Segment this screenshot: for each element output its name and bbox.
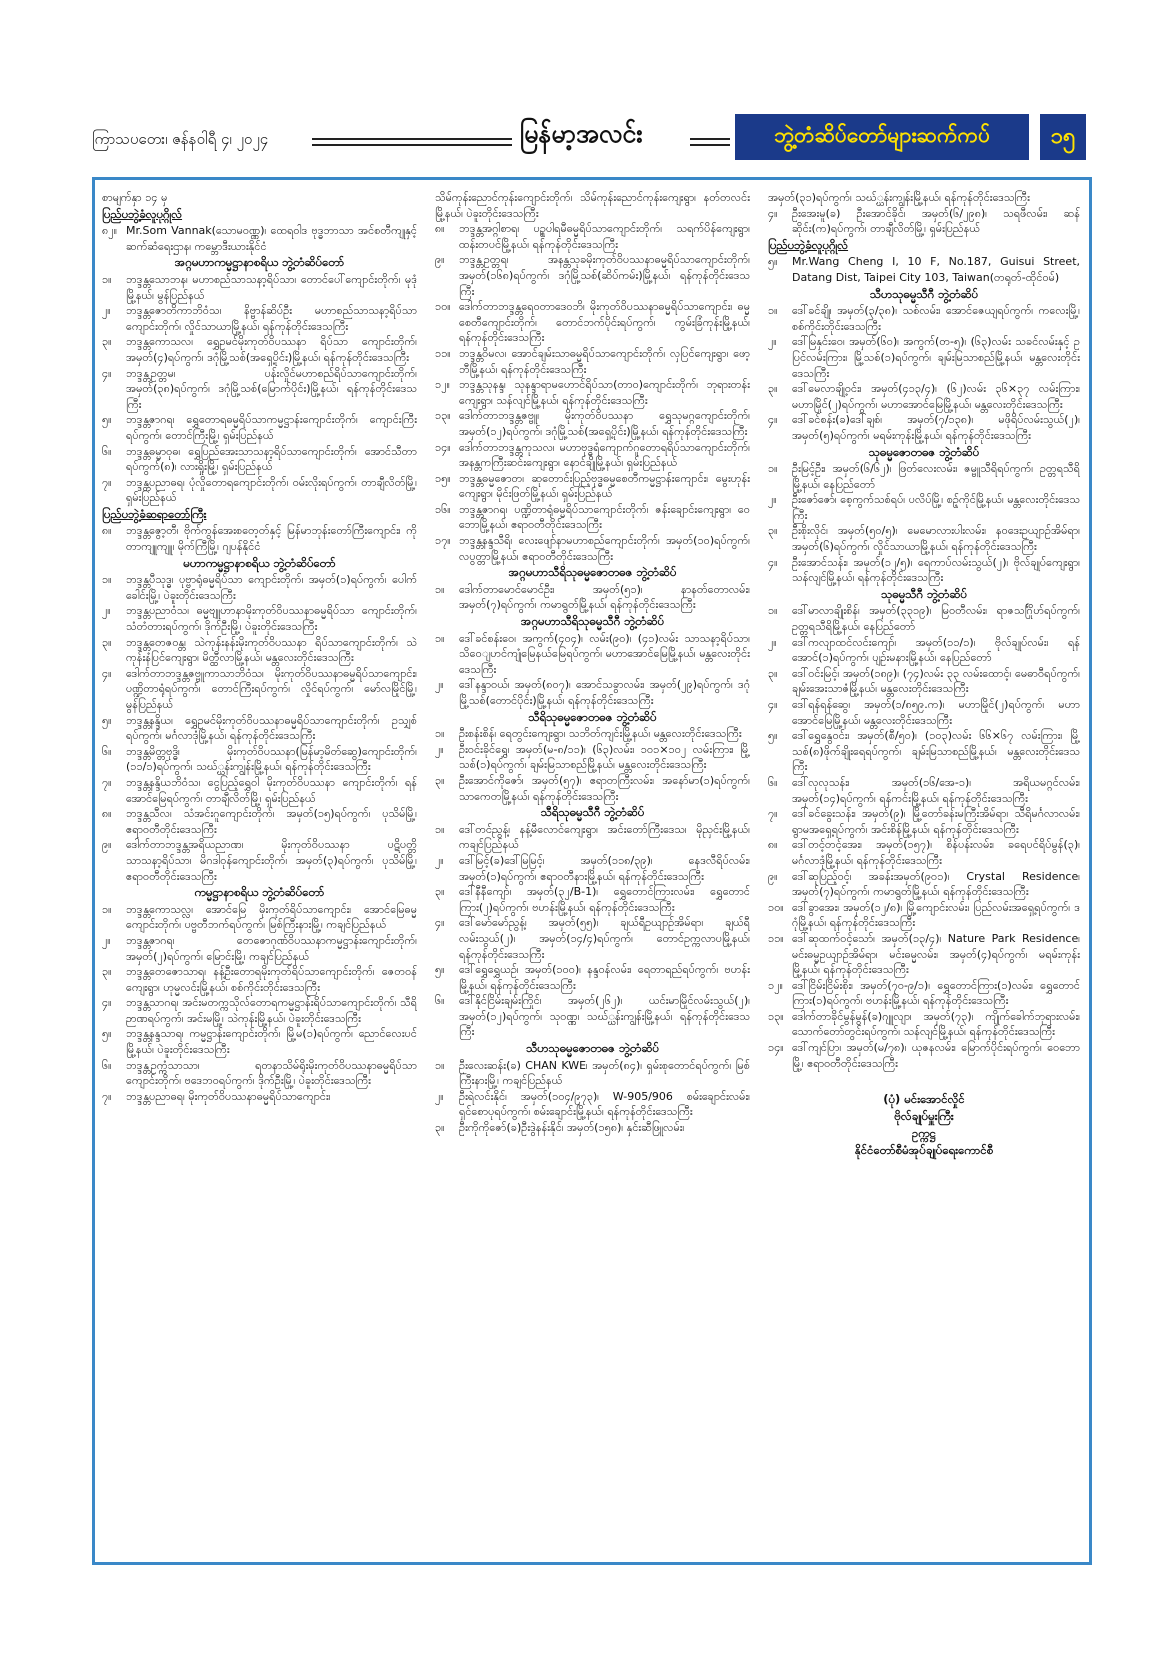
item-text: ဘဒ္ဒန္တဇောတိကာဘိဝံသ၊ နိဗ္ဗာန်ဆိပ်ဦး မဟာစည်သာသနာ့ရိပ်သာ ကျောင်းတိုက်၊ လှိုင်သာယာမြို့နယ်၊ ရန်ကုန်တိုင်းဒေသကြီး xyxy=(126,304,417,333)
list-item xyxy=(435,915,750,962)
item-text: ဘဒ္ဒန္တကောသလ္လ၊ အောင်မြေ မိုးကုတ်ရိပ်သာကျောင်း၊ အောင်မြေဓမ္မကျောင်းတိုက်၊ ပဗ္ဗတီဘက်ရပ်ကွက်၊ မြစ်ကြီးနားမြို့၊ ကချင်ပြည်နယ် xyxy=(126,902,417,932)
item-text: ဘဒ္ဒန္တပညာဓရ၊ ပုံလှိုတောရကျောင်းတိုက်၊ ဝမ်းလိုးရပ်ကွက်၊ တာချီလိတ်မြို့၊ ရှမ်းပြည်နယ် xyxy=(126,475,417,505)
item-text: ဦးစန်းစိန်၊ ရေတွင်းကျေးရွာ၊ သဘိတ်ကျင်းမြို့နယ်၊ မန္တလေးတိုင်းဒေသကြီး xyxy=(459,727,742,741)
item-number: ၅။ xyxy=(102,413,112,427)
list-item xyxy=(435,471,750,502)
group-heading: ပြည်ပဘွဲ့ခံဆရာတော်ကြီး xyxy=(102,506,207,521)
list-item xyxy=(768,775,1080,806)
signature-mark: (ပုံ) မင်းအောင်လှိုင် xyxy=(883,1092,965,1107)
item-text: ဒေါ်နိုင်ငြိမ်းချမ်းကြိုင်၊ အမှတ်(၂၆၂)၊ ယင်းမာမြိုင်လမ်းသွယ်(၂)၊ အမှတ်(၁၂)ရပ်ကွက်၊ သုဝဏ္ဏ၊ သဃ်္ဃန်းကျွန်းမြို့နယ်၊ ရန်ကုန်တိုင်းဒေသကြီး xyxy=(459,994,750,1039)
item-text: ဦးစိုးလိုင်၊ အမှတ်(၅၀/၅)၊ မေမောလားပါးလမ်း၊ နဝဒေးဥယျာဉ်အိမ်ရာ၊ အမှတ်(၆)ရပ်ကွက်၊ လှိုင်သာယာမြို့နယ်၊ ရန်ကုန်တိုင်းဒေသကြီး xyxy=(792,524,1080,554)
item-number: ၈၂။ xyxy=(102,224,118,238)
item-number: ၉။ xyxy=(768,869,778,883)
item-number: ၃။ xyxy=(102,965,112,979)
item-number: ၃။ xyxy=(435,885,445,899)
item-number: ၁၃။ xyxy=(435,409,451,423)
item-number: ၁၀။ xyxy=(768,900,784,914)
list-item xyxy=(102,334,417,365)
column-1 xyxy=(102,190,417,1104)
item-text: ဘဒ္ဒန္တနန္ဒသာရ၊ ကမ္မဋ္ဌာန်းကျောင်းတိုက်၊ မြို့မ(၁)ရပ်ကွက်၊ ညောင်လေးပင်မြို့နယ်၊ ပဲခူးတိုင်းဒေသကြီး xyxy=(126,1027,417,1057)
item-text: ဒေါ်ခင်စန်း(ခ)ဒေါ်ချစ်၊ အမှတ်(၇/၁၃၈)၊ မဖိုရိပ်လမ်းသွယ်(၂)၊ အမှတ်(၅)ရပ်ကွက်၊ မရမ်းကုန်းမြို့နယ်၊ ရန်ကုန်တိုင်းဒေသကြီး xyxy=(792,413,1080,442)
item-text: ဒေါ်မြင့်(ခ)ဒေါ်မြမြင့်၊ အမှတ်(၁၁၈/၃၉)၊ နေဒလီရိပ်လမ်း၊ အမှတ်(၁)ရပ်ကွက်၊ ဧရာဝတီနားမြို့နယ်၊ ရန်ကုန်တိုင်းဒေသကြီး xyxy=(459,853,750,883)
list-item xyxy=(768,381,1080,412)
item-number: ၄။ xyxy=(102,366,112,380)
list-item xyxy=(102,444,417,475)
list-item xyxy=(435,773,750,804)
item-number: ၆။ xyxy=(102,1058,112,1072)
item-text: ဒေါက်တာဘဒ္ဒန္တအရိယညာဏ၊ မိုးကုတ်ဝိပဿနာ ပဋိပတ္တိ သာသနာ့ရိပ်သာ၊ မိဂဒါဝုန်ကျောင်းတိုက်၊ အမှတ်(၃)ရပ်ကွက်၊ ပုသိမ်မြို့၊ ဧရာဝတီတိုင်းဒေသကြီး xyxy=(126,838,417,883)
item-text: ဘဒ္ဒန္တအဂ္ဂါစာရ၊ ပဉ္စပါရမီဓမ္မရိပ်သာကျောင်းတိုက်၊ သရက်ပိန်ကျေးရွာ၊ ထန်းတပင်မြို့နယ်၊ ရန်ကုန်တိုင်းဒေသကြီး xyxy=(459,222,750,251)
item-number: ၁။ xyxy=(102,573,112,587)
item-number: ၁၁။ xyxy=(435,346,451,360)
list-item xyxy=(768,666,1080,697)
header-rule xyxy=(690,144,730,146)
item-text: ဒေါက်တာမောင်မောင်ဦး၊ အမှတ်(၅၁)၊ နာနတ်တောလမ်း၊ အမှတ်(၇)ရပ်ကွက်၊ ကမာရွတ်မြို့နယ်၊ ရန်ကုန်တိုင်းဒေသကြီး xyxy=(459,582,750,612)
item-text: ဒေါ်ငြိမ်းငြိမ်းစိုး၊ အမှတ်(၇၀-၉/၁)၊ ရွှေတောင်ကြား(၁)လမ်း၊ ရွှေတောင်ကြား(၁)ရပ်ကွက်၊ ဗဟန်းမြို့နယ်၊ ရန်ကုန်တိုင်းဒေသကြီး xyxy=(792,978,1080,1008)
item-number: ၅။ xyxy=(768,255,778,269)
item-number: ၄။ xyxy=(435,916,445,930)
list-item xyxy=(435,962,750,993)
list-item xyxy=(768,978,1080,1009)
section-heading: အဂ္ဂမဟာသီရိသုဓမ္မဇောတဓဇ ဘွဲ့တံဆိပ် xyxy=(508,565,677,580)
list-item xyxy=(768,1040,1080,1071)
item-text: ဒေါ်ခင်စန်းဝေ၊ အကွက်(၄၀၄)၊ လမ်း(၉၀)၊ (၄၁)လမ်း သာသနာ့ရိပ်သာ၊ သိဝေျဟင်ကျုံမြေနယ်မြေရပ်ကွက်၊ မဟာအောင်မြေမြို့နယ်၊ မန္တလေးတိုင်းဒေသကြီး xyxy=(459,631,750,676)
item-text: ဦးမြင့်ဦး၊ အမှတ်(၆/၆၂)၊ ဖြတ်လေးလမ်း၊ ဇမ္ဗူသီရိရပ်ကွက်၊ ဥတ္တရသီရိမြို့နယ်၊ နေပြည်တော် xyxy=(792,462,1080,491)
item-number: ၅။ xyxy=(435,963,445,977)
list-item xyxy=(102,366,417,413)
item-text: ဒေါ်လုလုသန်း၊ အမှတ်(၁၆/အေ-၁)၊ အရိယမဂ္ဂင်လမ်း၊ အမှတ်(၁၄)ရပ်ကွက်၊ ရန်ကင်းမြို့နယ်၊ ရန်ကုန်တိုင်းဒေသကြီး xyxy=(792,775,1080,805)
item-text: ဘဒ္ဒန္တသောဘန၊ မဟာစည်သာသနာ့ရိပ်သာ၊ တောင်ပေါ်ကျောင်းတိုက်၊ မုဒုံမြို့နယ်၊ မွန်ပြည်နယ် xyxy=(126,272,417,302)
item-number: ၉။ xyxy=(435,253,445,267)
item-text: ဒေါ်ခင်ချို၊ အမှတ်(၃/၃၈)၊ သစ်လမ်း၊ အောင်ဇေယျရပ်ကွက်၊ ကလေးမြို့၊ စစ်ကိုင်းတိုင်းဒေသကြီး xyxy=(792,304,1080,333)
list-item xyxy=(435,677,750,708)
list-item xyxy=(768,603,1080,634)
item-number: ၂။ xyxy=(102,304,111,318)
item-number: ၃။ xyxy=(435,773,445,787)
list-item xyxy=(102,303,417,334)
group-heading: ပြည်ပဘွဲ့ခံလူပုဂ္ဂိုလ် xyxy=(102,206,183,221)
item-text: ဒေါက်တာဘဒ္ဒန္တရေဝတာဒေဝဘိ၊ မိုးကုတ်ဝိပဿနာဓမ္မရိပ်သာကျောင်း၊ ဓမ္မစေတီကျောင်းတိုက်၊ တောင်ဘက်ပိုင်းရပ်ကွက်၊ ကွမ်းခြံကုန်းမြို့နယ်၊ ရန်ကုန်တိုင်းဒေသကြီး xyxy=(459,300,750,345)
item-number: ၂။ xyxy=(102,933,111,947)
list-item xyxy=(102,713,417,744)
list-item xyxy=(768,492,1080,523)
item-text: ဘဒ္ဒန္တဝိမလ၊ အောင်ချမ်းသာဓမ္မရိပ်သာကျောင်းတိုက်၊ လှပြင်ကျေးရွာ၊ ဖော့ဘီမြို့နယ်၊ ရန်ကုန်တိုင်းဒေသကြီး xyxy=(459,346,750,376)
item-text: ဘဒ္ဒန္တသီလ၊ သံအင်းဂူကျောင်းတိုက်၊ အမှတ်(၁၅)ရပ်ကွက်၊ ပုသိမ်မြို့၊ ဧရာဝတီတိုင်းဒေသကြီး xyxy=(126,807,417,836)
item-text: ဘဒ္ဒန္တပညာဓရ၊ မိုးကုတ်ဝိပဿနာဓမ္မရိပ်သာကျောင်း၊ xyxy=(126,1089,331,1103)
item-text: ဒေါ်နန္ဒာဝယ်၊ အမှတ်(၈၀၇)၊ အောင်သခွာလမ်း၊ အမှတ်(၂၉)ရပ်ကွက်၊ ဒဂုံမြို့သစ်(တောင်ပိုင်း)မြို့နယ်၊ ရန်ကုန်တိုင်းဒေသကြီး xyxy=(459,678,750,707)
item-text: ဦးဝင်းခိုင်ရွှေ၊ အမှတ်(မ-၈/၁၁)၊ (၆၃)လမ်း၊ ၁၀၁×၁၀၂ လမ်းကြား၊ မြို့သစ်(၁)ရပ်ကွက်၊ ချမ်းမြသာစည်မြို့နယ်၊ မန္တလေးတိုင်းဒေသကြီး xyxy=(459,742,750,772)
item-text: ဘဒ္ဒန္တနန္ဒသီရိ၊ လေးဖျော်နာမဟာစည်ကျောင်းတိုက်၊ အမှတ်(၁၀)ရပ်ကွက်၊ လပွတ္တာမြို့နယ်၊ ဧရာဝတီတိုင်းဒေသကြီး xyxy=(459,534,750,563)
item-number: ၁၁။ xyxy=(768,931,784,945)
item-number: ၁၇။ xyxy=(435,534,451,548)
list-item xyxy=(102,933,417,964)
item-text: ဘဒ္ဒန္တနန္ဒိယ၊ ရွှေဥမင်မိုးကုတ်ဝိပဿနာဓမ္မရိပ်သာကျောင်းတိုက်၊ ဥသျှစ်ရပ်ကွက်၊ မင်္ဂလာဒုံမြို့နယ်၊ ရန်ကုန်တိုင်းဒေသကြီး xyxy=(126,713,417,743)
item-number: ၁၆။ xyxy=(435,502,451,516)
list-item xyxy=(102,744,417,775)
list-item xyxy=(435,822,750,853)
section-banner: ဘွဲ့တံဆိပ်တော်များဆက်ကပ် xyxy=(735,114,1029,160)
item-text: ဘဒ္ဒန္တဥတ္တရ၊ အနန္တသုခမိုးကုတ်ဝိပဿနာဓမ္မရိပ်သာကျောင်းတိုက်၊ အမှတ်(၁၆၈)ရပ်ကွက်၊ ဒဂုံမြို့သစ်(ဆိပ်ကမ်း)မြို့နယ်၊ ရန်ကုန်တိုင်းဒေသကြီး xyxy=(459,253,750,298)
list-item xyxy=(102,837,417,884)
list-item xyxy=(435,440,750,471)
item-number: ၁၃။ xyxy=(768,1009,784,1023)
list-item xyxy=(768,635,1080,666)
item-text: ဒေါ်ခွာအေး၊ အမှတ်(၁၂/၈)၊ မြို့ကျောင်းလမ်း၊ ပြည်လမ်းအရှေ့ရပ်ကွက်၊ ဒဂုံမြို့နယ်၊ ရန်ကုန်တိုင်းဒေသကြီး xyxy=(792,900,1080,930)
item-text: ဒေါက်တာဘဒ္ဒန္တဇဗ္ဗူကာသာဘိဝံသ၊ မိုးကုတ်ဝိပဿနာဓမ္မရိပ်သာကျောင်း၊ ပဏ္ဍိတာရုံရပ်ကွက်၊ တောင်ကြီးရပ်ကွက်၊ လှိုင်ရပ်ကွက်၊ မော်လမြိုင်မြို့၊ မွန်ပြည်နယ် xyxy=(126,666,417,711)
item-number: ၁။ xyxy=(435,582,445,596)
item-text: ဦးလေးဆန်း(ခ) CHAN KWE၊ အမှတ်(၈၄)၊ ရှမ်းစုတောင်ရပ်ကွက်၊ မြစ်ကြီးနားမြို့၊ ကချင်ပြည်နယ် xyxy=(459,1058,750,1088)
list-item xyxy=(768,254,1080,285)
item-number: ၁။ xyxy=(768,304,778,318)
item-text: ဒေါ်ရွှေရွှေယဉ်၊ အမှတ်(၁၀၀)၊ နန္ဒဝန်လမ်း၊ ရေတာရည်ရပ်ကွက်၊ ဗဟန်းမြို့နယ်၊ ရန်ကုန်တိုင်းဒေသကြီး xyxy=(459,963,750,992)
list-item xyxy=(102,806,417,837)
item-number: ၆။ xyxy=(102,444,112,458)
item-text: ဘဒ္ဒန္တဇာဂရ၊ တေဇောဂုဏ်ဝိပဿနာကမ္မဋ္ဌာန်းကျောင်းတိုက်၊ အမှတ်(၂)ရပ်ကွက်၊ မြောင်းမြို့၊ ကချင်ပြည်နယ် xyxy=(126,933,417,963)
list-item xyxy=(102,572,417,603)
item-number: ၄။ xyxy=(768,555,778,569)
item-text: ဘဒ္ဒန္တသုနန္ဒ၊ သုနန္ဒာရာမဟောင်ရိပ်သာ(တာဝ)ကျောင်းတိုက်၊ ဘုရားတန်းကျေးရွာ၊ သန်လျင်မြို့နယ်၊ ရန်ကုန်တိုင်းဒေသကြီး xyxy=(459,378,750,407)
item-text: ဦးဇော်ဇော်၊ စေ့ကွက်သစ်ရပ်၊ ပလိပ်မြို့၊ စဉ့်ကိုင်မြို့နယ်၊ မန္တလေးတိုင်းဒေသကြီး xyxy=(792,493,1080,522)
item-text: ဘဒ္ဒန္တတေဇောသာရ၊ နန့်ဦးတောရမိုးကုတ်ရိပ်သာကျောင်းတိုက်၊ ဇေတဝန်ကျေးရွာ၊ ဟုမ္မလင်းမြို့နယ်၊ စစ်ကိုင်းတိုင်းဒေသကြီး xyxy=(126,965,417,994)
item-text: ဘဒ္ဒန္တဇွော့တီ၊ ဗိုက်ကွန်အေးစတေ့တ်နှင့် မြန်မာဘုန်းတော်ကြီးကျောင်း၊ ကိုတာကျူကျူ၊ မိုက်ကြီမြို့၊ ဂျပန်နိုင်ငံ xyxy=(126,524,417,554)
item-text: ဒေါ်ဝင်းမြင့်၊ အမှတ်(၁၈၉)၊ (၇၄)လမ်း ၃၃ လမ်းထောင့်၊ မေဓာဝီရပ်ကွက်၊ ချမ်းအေးသာဇံမြို့နယ်၊ မန္တလေးတိုင်းဒေသကြီး xyxy=(792,666,1080,696)
list-item xyxy=(768,461,1080,492)
item-text: ဘဒ္ဒန္တဥက္ကံသာသာ၊ ရတနာသိမ်ရိုးမိုးကုတ်ဝိပဿနာဓမ္မရိပ်သာကျောင်းတိုက်၊ ဗဒေဘဝရပ်ကွက်၊ ဒိုက်ဦးမြို့၊ ပဲခူးတိုင်းဒေသကြီး xyxy=(126,1058,417,1088)
signature-title: ဥက္ကဋ္ဌ xyxy=(912,1126,936,1141)
issue-date: ကြာသပတေး၊ ဇန်နဝါရီ ၄၊ ၂၀၂၄ xyxy=(92,130,269,148)
list-item xyxy=(768,206,1080,237)
section-heading: သုဓမ္မဇောတဓဇ ဘွဲ့တံဆိပ် xyxy=(868,444,980,459)
item-number: ၂။ xyxy=(102,604,111,618)
item-text: ဒေါ်ရွှေနွေဝင်း၊ အမှတ်(စီ/၅၀)၊ (၁၀၃)လမ်း ၆၆×၆၇ လမ်းကြား၊ မြို့သစ်(၈)ဖိုက်ချိုးရေရပ်ကွက်၊ ချမ်းမြသာစည်မြို့နယ်၊ မန္တလေးတိုင်းဒေသကြီး xyxy=(792,729,1080,774)
item-number: ၈။ xyxy=(102,807,112,821)
item-number: ၆။ xyxy=(102,744,112,758)
item-number: ၁၂။ xyxy=(435,378,450,392)
item-number: ၁၄။ xyxy=(435,440,451,454)
list-item xyxy=(768,931,1080,978)
item-text: ဘဒ္ဒန္တတေဇဝန္တ၊ သဲကုန်းနန်းမိုးကုတ်ဝိပဿနာ ရိပ်သာကျောင်းတိုက်၊ သဲကုန်းနံပြင်ကျေးရွာ၊ မိတ္ထီလာမြို့နယ်၊ မန္တလေးတိုင်းဒေသကြီး xyxy=(126,635,417,665)
item-text: ဘဒ္ဒန္တဥတ္တမ၊ ပန်းလှိုင်မဟာစည်ရိပ်သာကျောင်းတိုက်၊ အမှတ်(၃၈)ရပ်ကွက်၊ ဒဂုံမြို့သစ်(မြောက်ပိုင်း)မြို့နယ်၊ ရန်ကုန်တိုင်းဒေသကြီး xyxy=(126,366,417,411)
item-number: ၂။ xyxy=(768,335,777,349)
list-item xyxy=(435,884,750,915)
item-text: ဒေါ်ကျင်ပြာ၊ အမှတ်(မ/၇၈)၊ ယုဇနလမ်း၊ မြောက်ပိုင်းရပ်ကွက်၊ ဝေဘောမြို့၊ ဧရာဝတီတိုင်းဒေသကြီး xyxy=(792,1041,1080,1070)
item-number: ၇။ xyxy=(102,775,112,789)
item-text: ဘဒ္ဒန္တမိတ္တဗုဒ္ဓိ၊ မိုးကုတ်ဝိပဿနာ(မြန်မာ့မိတ်ဆွေ)ကျောင်းတိုက်၊ (၁၁/၁)ရပ်ကွက်၊ သဃ်္ဃန်းကျွန်းမြို့နယ်၊ ရန်ကုန်တိုင်းဒေသကြီး xyxy=(126,744,417,774)
list-item xyxy=(768,523,1080,554)
item-number: ၄။ xyxy=(768,413,778,427)
header-rule xyxy=(690,138,730,140)
item-text: ဒေါ်ဆုပြည့်ဝင့်၊ အခန်းအမှတ်(၉၀၁)၊ Crystal Residence၊ အမှတ်(၇)ရပ်ကွက်၊ ကမာရွတ်မြို့နယ်၊ ရန်ကုန်တိုင်းဒေသကြီး xyxy=(792,869,1080,899)
list-item xyxy=(768,728,1080,775)
item-text: ဘဒ္ဒန္တဇာဂရ၊ ရွှေတောရဓမ္မရိပ်သာကမ္မဋ္ဌာန်းကျောင်းတိုက်၊ ကျောင်းကြီးရပ်ကွက်၊ တောင်ကြီးမြို့၊ ရှမ်းပြည်နယ် xyxy=(126,413,417,442)
list-item xyxy=(435,346,750,377)
item-text: ဒေါက်တာဘဒ္ဒန္တကုသလ၊ မဟာဗုဒ္ဓရံကျောက်ဂူတောရရိပ်သာကျောင်းတိုက်၊ အနန္တကကြီးဆင်းကျေးရွာ၊ နောင်ချိုမြို့နယ်၊ ရှမ်းပြည်နယ် xyxy=(459,440,750,470)
item-number: ၄။ xyxy=(102,666,112,680)
list-item xyxy=(435,853,750,884)
page-header xyxy=(90,110,1090,170)
list-item xyxy=(102,523,417,554)
item-number: ၁။ xyxy=(435,727,445,741)
list-item xyxy=(102,475,417,506)
section-heading: သီရိသုဓမ္မသီဂီ ဘွဲ့တံဆိပ် xyxy=(540,805,645,820)
list-item xyxy=(435,742,750,773)
list-item xyxy=(435,1058,750,1089)
list-item xyxy=(435,221,750,252)
list-item xyxy=(435,299,750,346)
item-number: ၁။ xyxy=(435,631,445,645)
item-number: ၄။ xyxy=(768,206,778,220)
list-item xyxy=(768,900,1080,931)
item-number: ၉။ xyxy=(102,838,112,852)
item-number: ၂။ xyxy=(435,1089,444,1103)
item-number: ၃။ xyxy=(768,666,778,680)
item-number: ၈။ xyxy=(435,222,445,236)
list-item xyxy=(102,412,417,443)
item-number: ၂။ xyxy=(768,635,777,649)
item-number: ၈။ xyxy=(768,838,778,852)
newspaper-title: မြန်မာ့အလင်း xyxy=(520,119,643,148)
list-item xyxy=(435,1120,750,1136)
item-text: Mr.Wang Cheng I, 10 F, No.187, Guisui Street, Datang Dist, Taipei City 103, Taiwan(တရုတ်-ထိုင်ဝမ်) xyxy=(792,255,1080,284)
item-number: ၆။ xyxy=(435,994,445,1008)
item-number: ၁။ xyxy=(435,822,445,836)
list-item xyxy=(435,1089,750,1120)
item-text: ဒေါ်ဆုထက်ဝင့်သော်၊ အမှတ်(၁၃/၄)၊ Nature Park Residence၊ မင်းဓမ္မဥယျာဉ်အိမ်ရာ၊ မင်းဓမ္မလမ်း၊ အမှတ်(၄)ရပ်ကွက်၊ မရမ်းကုန်းမြို့နယ်၊ ရန်ကုန်တိုင်းဒေသကြီး xyxy=(792,931,1080,977)
list-item xyxy=(102,1089,417,1105)
list-item xyxy=(768,555,1080,586)
item-number: ၁၅။ xyxy=(435,471,451,485)
item-number: ၂။ xyxy=(435,678,444,692)
list-item xyxy=(768,837,1080,868)
section-heading: အဂ္ဂမဟာသီရိသုဓမ္မသီဂီ ဘွဲ့တံဆိပ် xyxy=(520,614,665,629)
list-item xyxy=(435,993,750,1040)
item-text: ဦးအေးမူ(ခ) ဦးအောင်ခိုင်၊ အမှတ်(၆/၂၉၈)၊ သရဖီလမ်း၊ ဆန်ဆိုင်း(က)ရပ်ကွက်၊ တာချီလိတ်မြို့၊ ရှမ်းပြည်နယ် xyxy=(792,206,1080,236)
section-heading: သီရိသုဓမ္မဇောတဓဇ ဘွဲ့တံဆိပ် xyxy=(528,709,657,724)
item-number: ၃။ xyxy=(435,1121,445,1135)
list-item xyxy=(102,964,417,995)
column-3-items xyxy=(768,190,1080,1071)
page-number: ၁၅ xyxy=(1040,114,1086,160)
list-item xyxy=(102,1058,417,1089)
list-item xyxy=(435,631,750,678)
list-item xyxy=(768,869,1080,900)
list-item xyxy=(435,408,750,439)
item-number: ၅။ xyxy=(102,713,112,727)
item-text: ဒေါ်နီနီကျော်၊ အမှတ်(၃၂/B-1)၊ ရွှေတောင်ကြားလမ်း၊ ရွှေတောင်ကြား(၂)ရပ်ကွက်၊ ဗဟန်းမြို့နယ်၊ ရန်ကုန်တိုင်းဒေသကြီး xyxy=(459,885,750,914)
text-line: အမှတ်(၃၁)ရပ်ကွက်၊ သဃ်္ဃန်းကျွန်းမြို့နယ်၊ ရန်ကုန်တိုင်းဒေသကြီး xyxy=(768,191,1030,204)
list-item xyxy=(102,635,417,666)
item-text: ဒေါ်ကလျာထင်လင်းကျော်၊ အမှတ်(၁၁/၁)၊ ဗိုလ်ချုပ်လမ်း၊ ရန်အောင်(၁)ရပ်ကွက်၊ ပျဉ်းမနားမြို့နယ်၊ နေပြည်တော် xyxy=(792,635,1080,665)
item-number: ၇။ xyxy=(768,807,778,821)
list-item xyxy=(768,1009,1080,1040)
item-number: ၇။ xyxy=(102,1089,112,1103)
list-item xyxy=(102,902,417,933)
item-text: ဦးကိုကိုဇော်(ခ)ဦးဒွဲနန်းနိုင်၊ အမှတ်(၁၅၈)၊ နှင်းဆီဖြူလမ်း၊ xyxy=(459,1121,685,1135)
item-number: ၂။ xyxy=(435,853,444,867)
item-number: ၁။ xyxy=(102,902,112,916)
item-number: ၂။ xyxy=(435,742,444,756)
item-number: ၆။ xyxy=(768,775,778,789)
text-line: သိမ်ကုန်းညောင်ကုန်းကျောင်းတိုက်၊ သိမ်ကုန်းညောင်ကုန်းကျေးရွာ၊ နတ်တလင်းမြို့နယ်၊ ပဲခူးတိုင်းဒေသကြီး xyxy=(435,191,750,220)
item-number: ၄။ xyxy=(102,996,112,1010)
item-text: ဒေါက်တာခိုင်မွန်မွန်(ခ)ဂျူလျာ၊ အမှတ်(၇၃)၊ ကျိုက်ခေါက်ဘုရားလမ်း၊ သောက်တော်တွင်းရပ်ကွက်၊ သန်လျင်မြို့နယ်၊ ရန်ကုန်တိုင်းဒေသကြီး xyxy=(792,1009,1080,1039)
item-text: ဘဒ္ဒန္တပညာဝံသ၊ ဓမ္မဗျူဟာနာမိုးကုတ်ဝိပဿနာဓမ္မရိပ်သာ ကျောင်းတိုက်၊ သံတံတားရပ်ကွက်၊ ဒိုက်ဦးမြို့၊ ပဲခူးတိုင်းဒေသကြီး xyxy=(126,604,417,634)
item-number: ၈။ xyxy=(102,524,112,538)
header-rule xyxy=(312,138,512,140)
item-number: ၅။ xyxy=(102,1027,112,1041)
item-text: ဘဒ္ဒန္တကောသလ၊ ရွှေဥမင်မိုးကုတ်ဝိပဿနာ ရိပ်သာ ကျောင်းတိုက်၊ အမှတ်(၄)ရပ်ကွက်၊ ဒဂုံမြို့သစ်(အရှေ့ပိုင်း)မြို့နယ်၊ ရန်ကုန်တိုင်းဒေသကြီး xyxy=(126,335,417,364)
item-text: Mr.Som Vannak(သောမဝဏ္ဏ)၊ ထေရဝါဒ ဗုဒ္ဓဘာသာ အင်စတီကျုနှင့် ဆက်ဆံရေးဌာန၊ ကမ္ဘောဒီးယားနိုင်ငံ xyxy=(126,224,417,253)
list-item xyxy=(768,697,1080,728)
section-heading: သီဟသုဓမ္မသီဂီ ဘွဲ့တံဆိပ် xyxy=(869,286,979,301)
item-text: ဘဒ္ဒန္တဓမ္မဇောတ၊ ဆုတောင်းပြည့်ဗုဒ္ဓဓမ္မစေတီကမ္မဋ္ဌာန်းကျောင်း၊ မွေးဟုန်းကျေးရွာ၊ မိုင်းဖြတ်မြို့နယ်၊ ရှမ်းပြည်နယ် xyxy=(459,471,750,501)
section-heading: သီဟသုဓမ္မဇောတဓဇ ဘွဲ့တံဆိပ် xyxy=(526,1041,659,1056)
item-text: ဒေါ်တင့်တင့်အေး၊ အမှတ်(၁၅၇)၊ စိန်ပန်းလမ်း၊ ခရေပင်ရိပ်မွန်(၃)၊ မင်္ဂလာဒုံမြို့နယ်၊ ရန်ကုန်တိုင်းဒေသကြီး xyxy=(792,838,1080,867)
item-text: ဒေါ်ရန်ရန်ဆွေ၊ အမှတ်(၁/၈၅၉.က)၊ မဟာမြိုင်(၂)ရပ်ကွက်၊ မဟာအောင်မြေမြို့နယ်၊ မန္တလေးတိုင်းဒေသကြီး xyxy=(792,698,1080,727)
item-text: ဦးအောင်ကိုဇော်၊ အမှတ်(၅၇)၊ ဧရာတကြီးလမ်း၊ အနော်မာ(၁)ရပ်ကွက်၊ သာကေတမြို့နယ်၊ ရန်ကုန်တိုင်းဒေသကြီး xyxy=(459,773,750,803)
section-heading: အဂ္ဂမဟာကမ္မဋ္ဌာနာစရိယ ဘွဲ့တံဆိပ်တော် xyxy=(174,255,345,270)
list-item xyxy=(768,806,1080,837)
item-text: ဒေါ်မာလာချိုးစိန်၊ အမှတ်(၃၃၁၉)၊ မြဝတီလမ်း၊ ရာဇသင်္ဂြိုဟ်ရပ်ကွက်၊ ဥတ္တရသီရိမြို့နယ်၊ နေပြည်တော် xyxy=(792,604,1080,634)
section-heading: ကမ္မဋ္ဌာနာစရိယ ဘွဲ့တံဆိပ်တော် xyxy=(194,885,325,900)
list-item xyxy=(768,303,1080,334)
list-item xyxy=(435,582,750,613)
item-number: ၄။ xyxy=(768,698,778,711)
header-rule xyxy=(312,144,512,146)
signature-title: နိုင်ငံတော်စီမံအုပ်ချုပ်ရေးကောင်စီ xyxy=(854,1143,994,1158)
item-text: ဘဒ္ဒန္တဓမ္မာဝုဓ၊ ရွှေပြည်အေးသာသနာ့ရိပ်သာကျောင်းတိုက်၊ အောင်သီတာရပ်ကွက်(၈)၊ လားရှိုးမြို့၊ ရှမ်းပြည်နယ် xyxy=(126,444,417,474)
item-number: ၁။ xyxy=(435,1058,445,1072)
item-text: ဒေါ်ခင်ခွေးသန်း၊ အမှတ်(၉)၊ မြို့တော်ခန်းမကြီးအိမ်ရာ၊ သီရိမင်္ဂလာလမ်း၊ ရွာမအရှေ့ရပ်ကွက်၊ အင်းစိန်မြို့နယ်၊ ရန်ကုန်တိုင်းဒေသကြီး xyxy=(792,807,1080,836)
list-item xyxy=(435,377,750,408)
list-item xyxy=(102,775,417,806)
section-heading: မဟာကမ္မဋ္ဌာနာစရိယ ဘွဲ့တံဆိပ်တော် xyxy=(183,555,336,570)
list-item xyxy=(768,334,1080,381)
item-number: ၃။ xyxy=(102,335,112,349)
item-text: ဒေါ်တင်ညွန့်၊ နန့်မီလောင်ကျေးရွာ၊ အင်းတော်ကြီးဒေသ၊ မိုညှင်းမြို့နယ်၊ ကချင်ပြည်နယ် xyxy=(459,822,750,852)
item-text: ဒေါက်တာဘဒ္ဒန္တဇဗ္ဗူ၊ မိုးကုတ်ဝိပဿနာ ရွှေသုမဂ္ဂကျောင်းတိုက်၊ အမှတ်(၁၂)ရပ်ကွက်၊ ဒဂုံမြို့သစ်(အရှေ့ပိုင်း)မြို့နယ်၊ ရန်ကုန်တိုင်းဒေသကြီး xyxy=(459,409,750,438)
list-item xyxy=(102,1026,417,1057)
item-text: ဒေါ်မြနှင်းဝေ၊ အမှတ်(၆၀)၊ အကွက်(တ-၅)၊ (၆၃)လမ်း သခင်လမ်းနှင့် ဥပြင်လမ်းကြား၊ မြို့သစ်(၁)ရပ်ကွက်၊ ချမ်းမြသာစည်မြို့နယ်၊ မန္တလေးတိုင်းဒေသကြီး xyxy=(792,335,1080,380)
item-number: ၁၂။ xyxy=(768,978,783,992)
list-item xyxy=(102,666,417,713)
list-item xyxy=(435,726,750,742)
item-number: ၃။ xyxy=(768,524,778,538)
item-text: ဦးရဲလင်းနိုင်၊ အမှတ်(၁၀၄/၉၇၃)၊ W-905/906 စမ်းချောင်းလမ်း၊ ရှင်စောပုရပ်ကွက်၊ စမ်းချောင်းမြို့နယ်၊ ရန်ကုန်တိုင်းဒေသကြီး xyxy=(459,1089,750,1119)
list-item xyxy=(102,995,417,1026)
item-number: ၁၄။ xyxy=(768,1041,784,1055)
item-number: ၁။ xyxy=(768,462,778,476)
item-number: ၁၀။ xyxy=(435,300,451,314)
item-text: ဘဒ္ဒန္တပီသုဒ္ဓ၊ ပုဗ္ဗာရုံဓမ္မရိပ်သာ ကျောင်းတိုက်၊ အမှတ်(၁)ရပ်ကွက်၊ ပေါက်ခေါင်းမြို့၊ ပဲခူးတိုင်းဒေသကြီး xyxy=(126,573,417,602)
item-number: ၃။ xyxy=(768,382,778,396)
list-item xyxy=(102,223,417,254)
group-heading: ပြည်ပဘွဲ့ခံလူပုဂ္ဂိုလ် xyxy=(768,237,849,252)
signature-block xyxy=(768,1091,1080,1159)
item-number: ၃။ xyxy=(102,635,112,649)
section-heading: သုဓမ္မသီဂီ ဘွဲ့တံဆိပ် xyxy=(881,586,967,601)
item-number: ၁။ xyxy=(768,604,778,618)
list-item xyxy=(768,412,1080,443)
item-text: ဒေါ်မေလာချို့ဝင်း၊ အမှတ်(၄၁၃/၄)၊ (၆၂)လမ်း ၃၆×၃၇ လမ်းကြား၊ မဟာမြိုင်(၂)ရပ်ကွက်၊ မဟာအောင်မြေမြို့နယ်၊ မန္တလေးတိုင်းဒေသကြီး xyxy=(792,382,1080,411)
item-text: ဘဒ္ဒန္တနန္ဒိယဘိဝံသ၊ ငွေပြည့်ရွှေဝါ မိုးကုတ်ဝိပဿနာ ကျောင်းတိုက်၊ ရန်အောင်မြေရပ်ကွက်၊ တာချီလိတ်မြို့၊ ရှမ်းပြည်နယ် xyxy=(126,775,417,805)
list-item xyxy=(102,272,417,303)
item-number: ၁။ xyxy=(102,272,112,286)
item-text: ဒေါ်မော်မော်ညွန့်၊ အမှတ်(၅၅)၊ ချယ်ရီဥယျာဉ်အိမ်ရာ၊ ချယ်ရီလမ်းသွယ်(၂)၊ အမှတ်(၁၄/၄)ရပ်ကွက်၊ တောင်ဥက္ကလာပမြို့နယ်၊ ရန်ကုန်တိုင်းဒေသကြီး xyxy=(459,916,750,961)
item-number: ၇။ xyxy=(102,475,112,489)
item-text: ဘဒ္ဒန္တဇာဂရ၊ ပဏ္ဍိတာရုံဓမ္မရိပ်သာကျောင်းတိုက်၊ ဇန်းချောင်းကျေးရွာ၊ ဝေဘောမြို့နယ်၊ ဧရာဝတီတိုင်းဒေသကြီး xyxy=(459,502,750,532)
column-3 xyxy=(768,190,1080,1159)
item-number: ၂။ xyxy=(768,493,777,507)
item-text: ဘဒ္ဒန္တသာဂရ၊ အင်းမတက္ကသိုလ်တောရကမ္မဋ္ဌာန်းရိပ်သာကျောင်းတိုက်၊ သီရိဉာဏရပ်ကွက်၊ အင်းမမြို့၊ သဲကုန်းမြို့နယ်၊ ပဲခူးတိုင်းဒေသကြီး xyxy=(126,996,417,1025)
list-item xyxy=(435,533,750,564)
item-number: ၅။ xyxy=(768,729,778,743)
item-text: ဦးအောင်သန်း၊ အမှတ်(၁၂/၅)၊ ရေကာပ်လမ်းသွယ်(၂)၊ ဗိုလ်ချုပ်ကျေးရွာ၊ သန်လျင်မြို့နယ်၊ ရန်ကုန်တိုင်းဒေသကြီး xyxy=(792,555,1080,585)
column-2 xyxy=(435,190,750,1136)
list-item xyxy=(435,502,750,533)
list-item xyxy=(435,252,750,299)
text-line: စာမျက်နှာ ၁၄ မှ xyxy=(102,191,168,204)
list-item xyxy=(102,603,417,634)
signature-title: ဗိုလ်ချုပ်မှူးကြီး xyxy=(894,1109,954,1124)
